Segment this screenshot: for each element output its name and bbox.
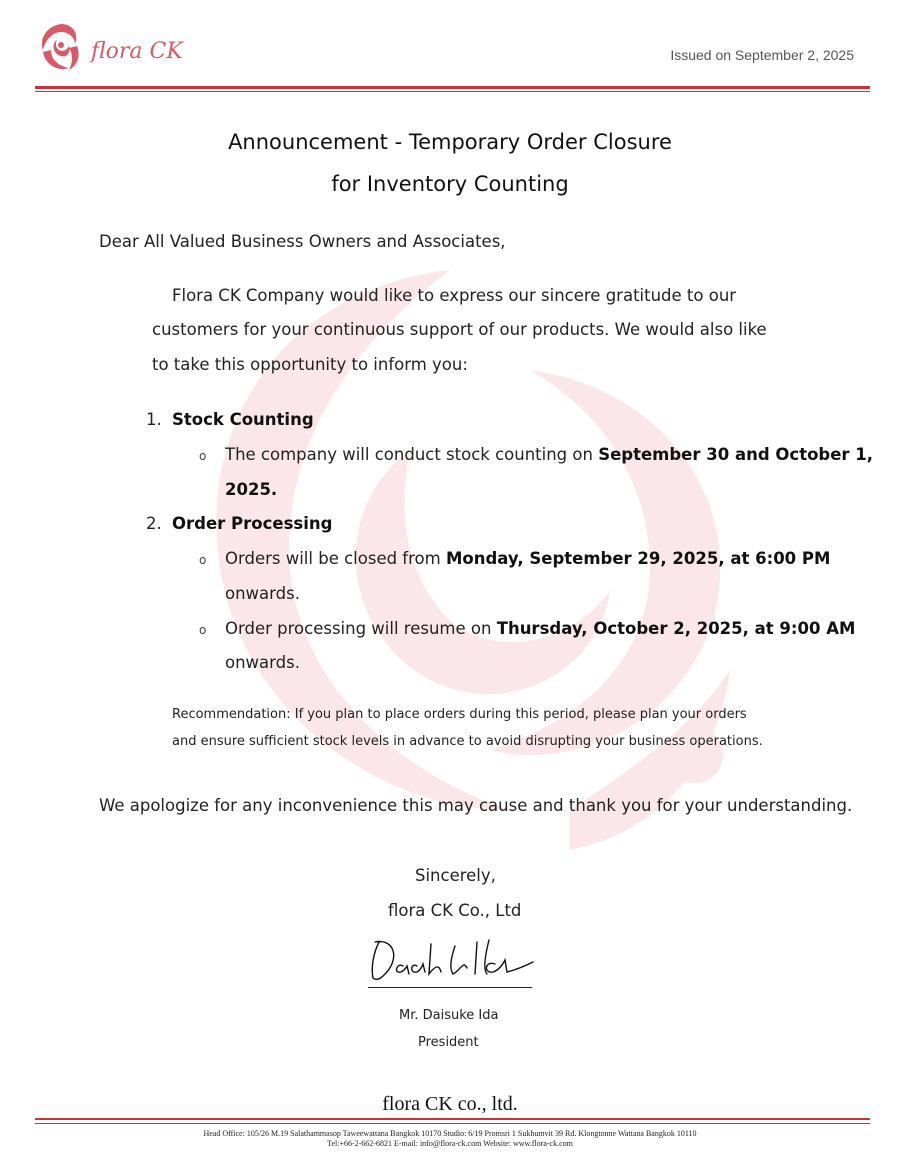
issued-date: Issued on September 2, 2025 — [670, 47, 854, 63]
order-resume-text: Order processing will resume on — [225, 619, 497, 638]
order-closure-onwards: onwards. — [225, 584, 300, 603]
bullet-icon: o — [199, 449, 207, 463]
list-number-2: 2. — [146, 514, 162, 533]
footer-contact: Tel:+66-2-662-6821 E-mail: info@flora-ck.com Website: www.flora-ck.com — [327, 1139, 573, 1148]
bullet-icon: o — [199, 553, 207, 567]
flower-logo-icon — [35, 20, 87, 76]
list-number-1: 1. — [146, 410, 162, 429]
company-logo — [35, 18, 183, 78]
order-resume-datetime: Thursday, October 2, 2025, at 9:00 AM — [496, 619, 856, 638]
intro-line-1: Flora CK Company would like to express our sincere gratitude to our — [172, 286, 737, 305]
closing-company: flora CK Co., Ltd — [388, 901, 522, 920]
header-rule — [35, 86, 870, 89]
order-resume-onwards: onwards. — [225, 653, 300, 672]
stock-counting-text: The company will conduct stock counting on — [225, 445, 599, 464]
signatory-name: Mr. Daisuke Ida — [399, 1008, 499, 1023]
page-title-line-2: for Inventory Counting — [331, 172, 569, 196]
list-heading-stock-counting: Stock Counting — [172, 410, 314, 429]
footer-rule — [35, 1118, 870, 1120]
intro-line-3: to take this opportunity to inform you: — [152, 355, 468, 374]
bullet-icon: o — [199, 623, 207, 637]
stock-counting-year: 2025. — [225, 480, 278, 499]
list-heading-order-processing: Order Processing — [172, 514, 333, 533]
footer-address: Head Office: 105/26 M.19 Salathammasop Taweewattana Bangkok 10170 Studio: 6/19 Promsri 1 Sukhumvit 39 Rd. Klongtonne Wattana Bangkok 10110 — [203, 1129, 697, 1138]
stock-counting-detail — [225, 445, 873, 464]
page-title-line-1: Announcement - Temporary Order Closure — [228, 130, 672, 154]
recommendation-line-1: Recommendation: If you plan to place orders during this period, please plan your orders — [172, 707, 747, 722]
logo-wordmark: flora CK — [91, 38, 183, 64]
intro-line-2: customers for your continuous support of our products. We would also like — [152, 320, 767, 339]
footer-company-name: flora CK co., ltd. — [382, 1093, 518, 1115]
order-closure-text: Orders will be closed from — [225, 549, 446, 568]
header-rule-thin — [35, 91, 870, 92]
signature-line — [368, 987, 532, 988]
closing-sincerely: Sincerely, — [415, 866, 496, 885]
signatory-position: President — [418, 1035, 479, 1050]
salutation: Dear All Valued Business Owners and Associates, — [99, 232, 506, 251]
order-closure-detail — [225, 549, 830, 568]
recommendation-line-2: and ensure sufficient stock levels in advance to avoid disrupting your business operations. — [172, 734, 763, 749]
apology-paragraph: We apologize for any inconvenience this may cause and thank you for your understanding. — [99, 796, 853, 815]
order-closure-datetime: Monday, September 29, 2025, at 6:00 PM — [445, 549, 831, 568]
footer-rule-thin — [35, 1123, 870, 1124]
stock-counting-dates: September 30 and October 1, — [598, 445, 874, 464]
order-resume-detail — [225, 619, 855, 638]
signature-image — [365, 930, 545, 988]
